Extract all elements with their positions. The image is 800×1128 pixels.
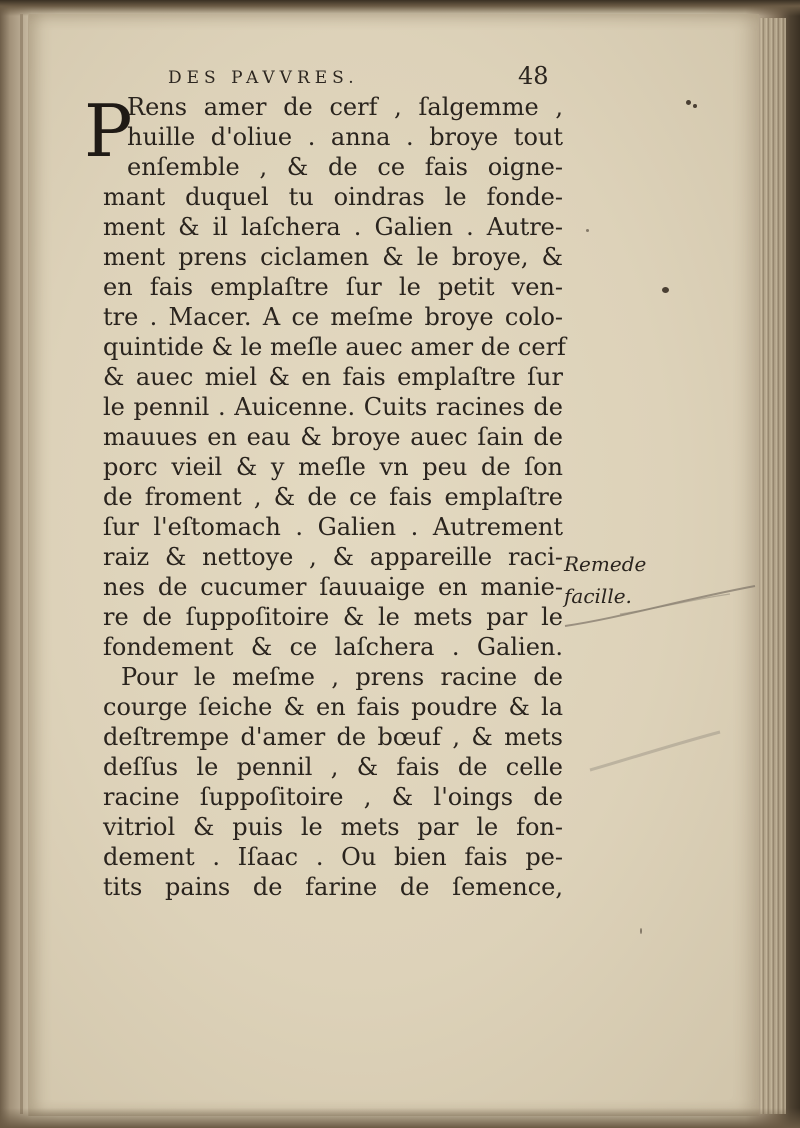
text-line: racine ſuppoſitoire , & l'oings de (103, 783, 563, 811)
ink-speck (640, 928, 642, 934)
text-line: tre . Macer. A ce meſme broye colo- (103, 303, 563, 331)
text-line: enſemble , & de ce fais oigne- (127, 153, 563, 181)
text-line: deſtrempe d'amer de bœuf , & mets (103, 723, 563, 751)
ink-speck (586, 229, 589, 232)
text-line: ment prens ciclamen & le broye, & (103, 243, 563, 271)
text-line: & auec miel & en fais emplaſtre ſur (103, 363, 563, 391)
page-number: 48 (518, 62, 549, 90)
text-line: tits pains de farine de ſemence, (103, 873, 563, 901)
text-line: nes de cucumer ſauuaige en manie- (103, 573, 563, 601)
text-line: fondement & ce laſchera . Galien. (103, 633, 563, 661)
text-line: dement . Iſaac . Ou bien fais pe- (103, 843, 563, 871)
text-line: quintide & le meſle auec amer de cerf (103, 333, 566, 361)
text-line: deſſus le pennil , & fais de celle (103, 753, 563, 781)
ink-speck (662, 287, 669, 293)
margin-note-line2: facille. (564, 584, 632, 608)
text-line: ſur l'eſtomach . Galien . Autrement (103, 513, 563, 541)
text-line: porc vieil & y meſle vn peu de ſon (103, 453, 563, 481)
text-line: huille d'oliue . anna . broye tout (127, 123, 563, 151)
drop-cap: P (84, 89, 133, 173)
spine-edge (20, 14, 23, 1114)
margin-note-line1: Remede (564, 552, 647, 576)
text-line: mauues en eau & broye auec ſain de (103, 423, 563, 451)
text-line: re de ſuppoſitoire & le mets par le (103, 603, 563, 631)
running-title: DES PAVVRES. (168, 68, 359, 88)
running-header (168, 58, 558, 92)
text-line: le pennil . Auicenne. Cuits racines de (103, 393, 563, 421)
text-line: Rens amer de cerf , ſalgemme , (127, 93, 563, 121)
ink-speck (686, 100, 691, 105)
text-line: en fais emplaſtre ſur le petit ven- (103, 273, 563, 301)
ink-speck (693, 104, 697, 108)
text-line: courge ſeiche & en fais poudre & la (103, 693, 563, 721)
text-line: de froment , & de ce fais emplaſtre (103, 483, 563, 511)
text-line: Pour le meſme , prens racine de (121, 663, 563, 691)
text-line: raiz & nettoye , & appareille raci- (103, 543, 563, 571)
text-line: vitriol & puis le mets par le fon- (103, 813, 563, 841)
text-line: mant duquel tu oindras le fonde- (103, 183, 563, 211)
bottom-shadow (0, 1108, 800, 1128)
page-edges (760, 18, 786, 1114)
text-line: ment & il laſchera . Galien . Autre- (103, 213, 563, 241)
